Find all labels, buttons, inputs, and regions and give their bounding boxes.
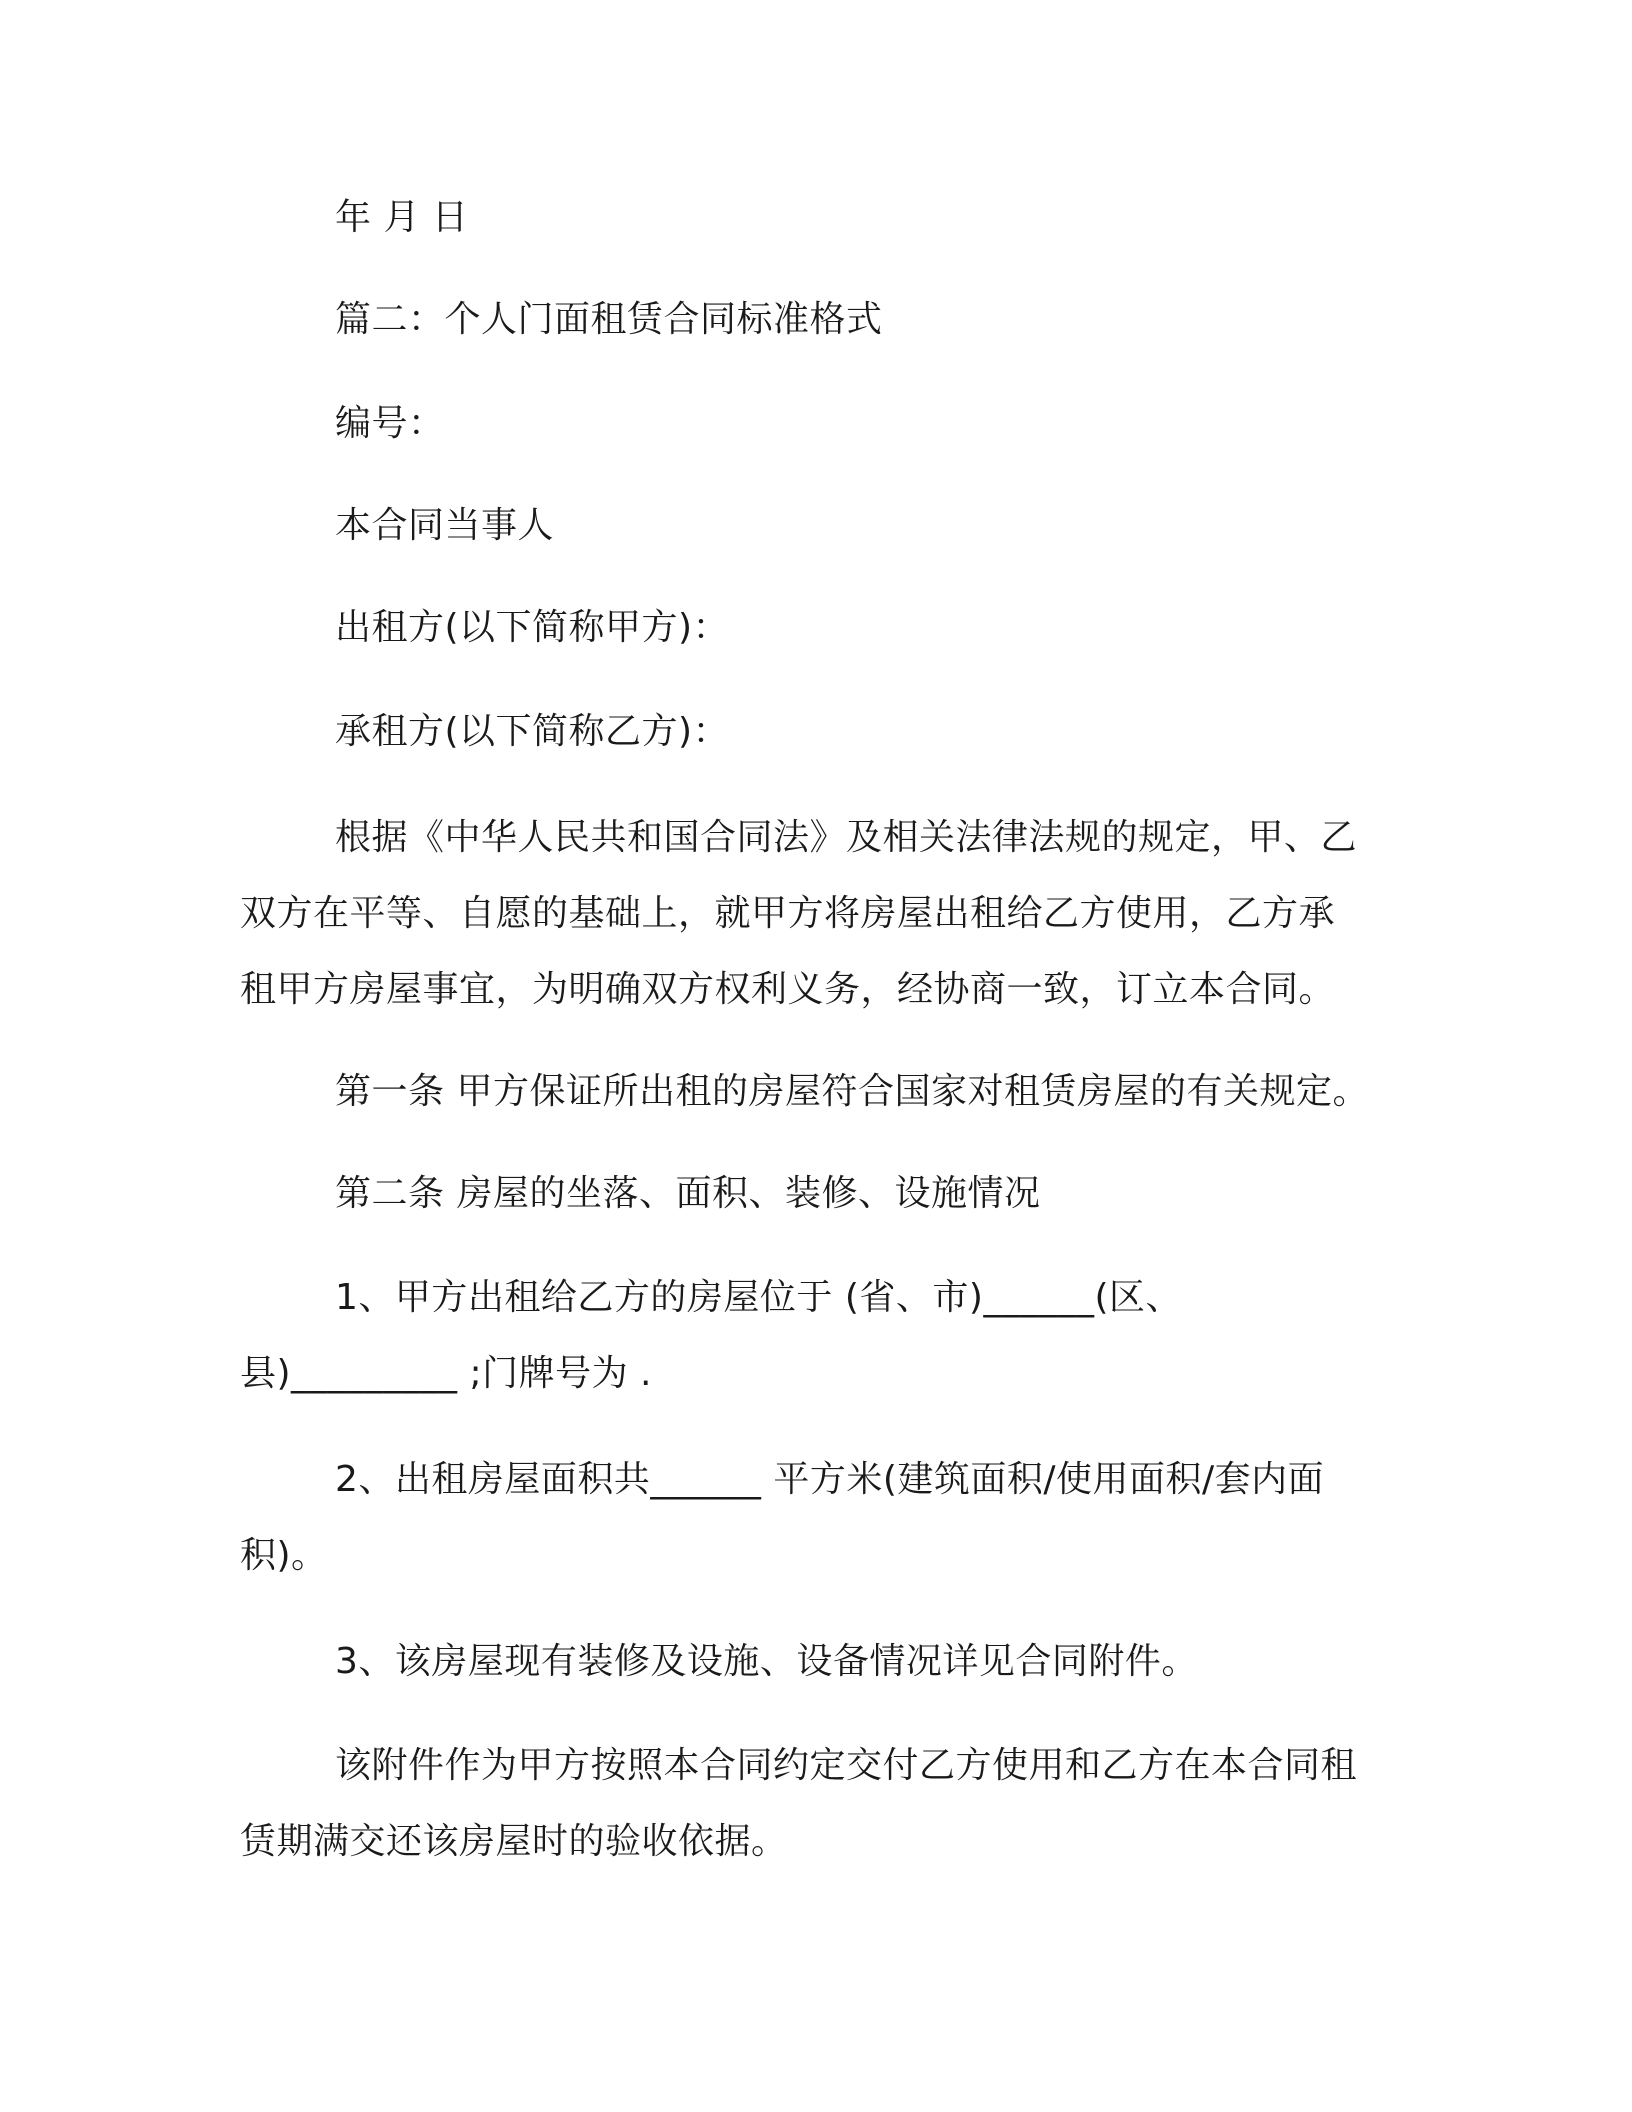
item-2-line-2: 积)。 — [240, 1535, 328, 1576]
preamble-line-2: 双方在平等、自愿的基础上，就甲方将房屋出租给乙方使用，乙方承 — [240, 893, 1336, 934]
preamble-line-1: 根据《中华人民共和国合同法》及相关法律法规的规定，甲、乙 — [335, 817, 1358, 858]
item-1-line-2: 县)_________ ;门牌号为 . — [240, 1353, 653, 1394]
parties-heading: 本合同当事人 — [335, 505, 555, 546]
attachment-note-line-1: 该附件作为甲方按照本合同约定交付乙方使用和乙方在本合同租 — [335, 1745, 1358, 1786]
number-label: 编号： — [335, 403, 445, 444]
lessee-line: 承租方(以下简称乙方)： — [335, 711, 730, 752]
preamble-line-3: 租甲方房屋事宜，为明确双方权利义务，经协商一致，订立本合同。 — [240, 969, 1336, 1010]
date-line: 年 月 日 — [335, 197, 469, 238]
item-2-line-1: 2、出租房屋面积共______ 平方米(建筑面积/使用面积/套内面 — [335, 1459, 1325, 1500]
section-title: 篇二：个人门面租赁合同标准格式 — [335, 299, 883, 340]
attachment-note-line-2: 赁期满交还该房屋时的验收依据。 — [240, 1821, 788, 1862]
item-3: 3、该房屋现有装修及设施、设备情况详见合同附件。 — [335, 1641, 1198, 1682]
article-2: 第二条 房屋的坐落、面积、装修、设施情况 — [335, 1173, 1041, 1214]
article-1: 第一条 甲方保证所出租的房屋符合国家对租赁房屋的有关规定。 — [335, 1071, 1369, 1112]
item-1-line-1: 1、甲方出租给乙方的房屋位于 (省、市)______(区、 — [335, 1277, 1182, 1318]
lessor-line: 出租方(以下简称甲方)： — [335, 607, 730, 648]
